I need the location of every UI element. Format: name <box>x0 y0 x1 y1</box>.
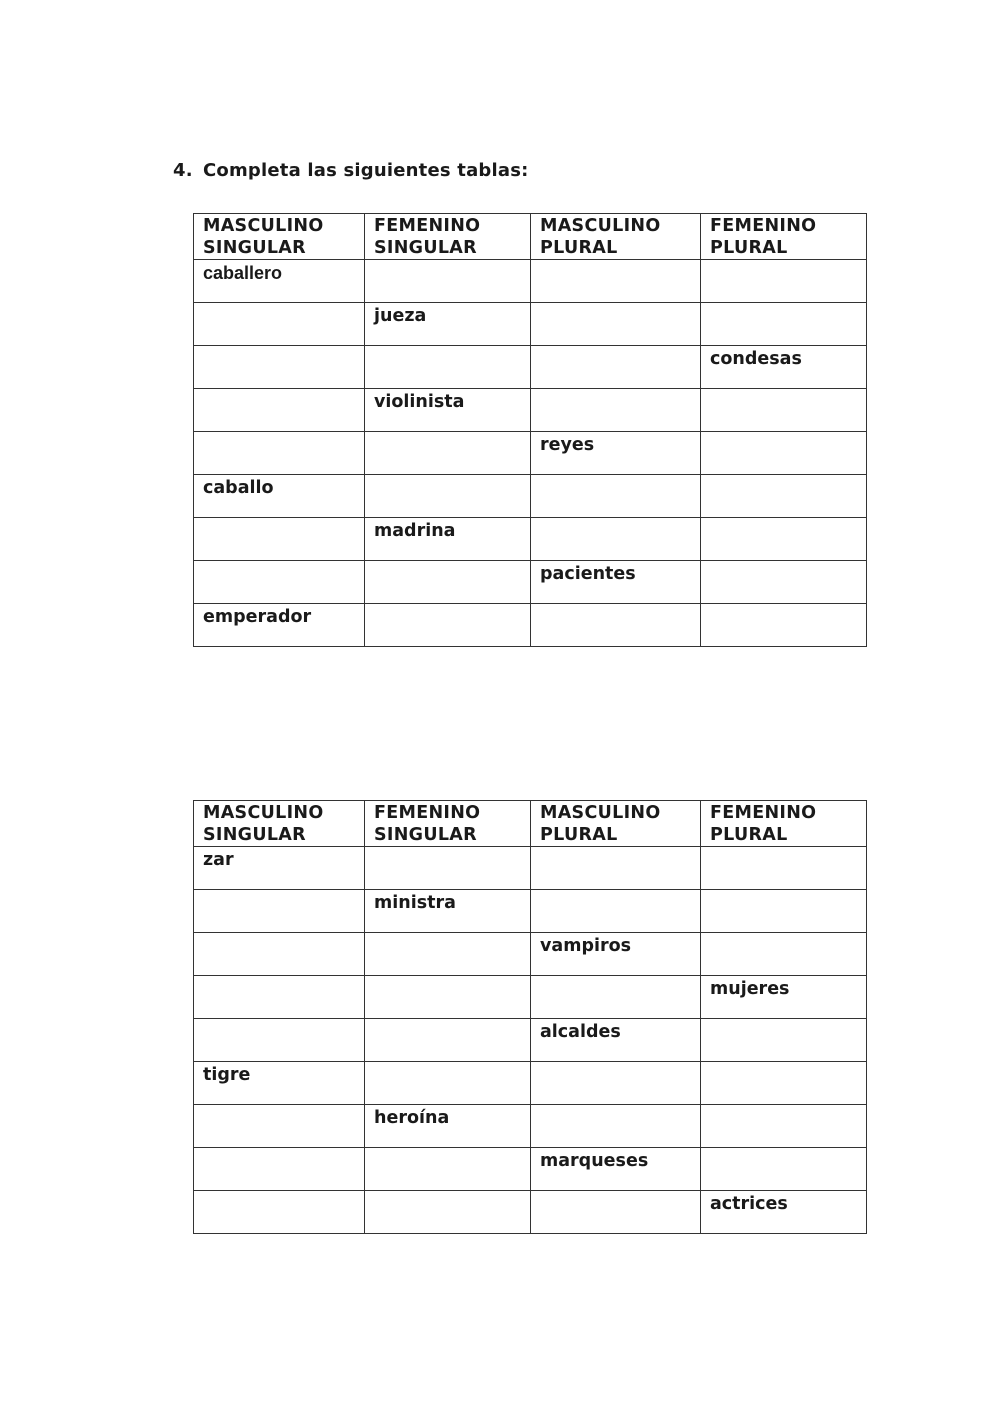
table-cell[interactable] <box>701 303 867 346</box>
table-row <box>194 1019 867 1062</box>
table-cell[interactable] <box>701 561 867 604</box>
table-cell[interactable] <box>365 432 531 475</box>
header-femenino-plural: FEMENINO PLURAL <box>701 214 867 260</box>
table-cell[interactable] <box>701 518 867 561</box>
table-row <box>194 1148 867 1191</box>
table-row <box>194 976 867 1019</box>
table-cell[interactable]: violinista <box>365 389 531 432</box>
table-row <box>194 1062 867 1105</box>
header-femenino-singular: FEMENINO SINGULAR <box>365 801 531 847</box>
table-cell[interactable] <box>365 933 531 976</box>
table-cell[interactable] <box>701 432 867 475</box>
table-row <box>194 389 867 432</box>
table-cell[interactable] <box>531 389 701 432</box>
table-cell[interactable] <box>701 1148 867 1191</box>
gender-number-table-2 <box>193 800 867 1234</box>
table-row <box>194 475 867 518</box>
table-cell[interactable]: condesas <box>701 346 867 389</box>
table-row <box>194 1105 867 1148</box>
table-cell[interactable] <box>531 518 701 561</box>
table-cell[interactable] <box>701 1019 867 1062</box>
table-cell[interactable] <box>365 1191 531 1234</box>
table-cell[interactable]: ministra <box>365 890 531 933</box>
table-cell[interactable] <box>365 260 531 303</box>
table-cell[interactable] <box>365 475 531 518</box>
header-femenino-plural: FEMENINO PLURAL <box>701 801 867 847</box>
instruction-text: Completa las siguientes tablas: <box>203 160 529 181</box>
table-cell[interactable] <box>194 432 365 475</box>
table-cell[interactable] <box>194 518 365 561</box>
table-cell[interactable] <box>194 933 365 976</box>
exercise-number: 4. <box>173 160 193 181</box>
table-cell[interactable] <box>701 604 867 647</box>
table-cell[interactable]: marqueses <box>531 1148 701 1191</box>
table-cell[interactable] <box>194 561 365 604</box>
table-cell[interactable]: pacientes <box>531 561 701 604</box>
table-cell[interactable] <box>531 847 701 890</box>
table-cell[interactable]: emperador <box>194 604 365 647</box>
table-cell[interactable] <box>194 1191 365 1234</box>
table-cell[interactable] <box>531 346 701 389</box>
table-cell[interactable] <box>531 475 701 518</box>
table-cell[interactable] <box>531 604 701 647</box>
table-cell[interactable] <box>701 260 867 303</box>
header-masculino-plural: MASCULINO PLURAL <box>531 801 701 847</box>
header-femenino-singular: FEMENINO SINGULAR <box>365 214 531 260</box>
table-row <box>194 260 867 303</box>
exercise-instruction <box>173 160 529 181</box>
table-row <box>194 933 867 976</box>
table-cell[interactable]: alcaldes <box>531 1019 701 1062</box>
table-row <box>194 604 867 647</box>
header-masculino-singular: MASCULINO SINGULAR <box>194 214 365 260</box>
header-masculino-plural: MASCULINO PLURAL <box>531 214 701 260</box>
table-cell[interactable] <box>194 389 365 432</box>
table-cell[interactable] <box>701 890 867 933</box>
table-cell[interactable] <box>701 933 867 976</box>
table-cell[interactable]: tigre <box>194 1062 365 1105</box>
table-cell[interactable] <box>531 890 701 933</box>
table-cell[interactable] <box>194 303 365 346</box>
table-cell[interactable] <box>194 1019 365 1062</box>
table-cell[interactable]: reyes <box>531 432 701 475</box>
table-header-row <box>194 214 867 260</box>
table-cell[interactable] <box>365 847 531 890</box>
table-cell[interactable] <box>365 346 531 389</box>
table-cell[interactable]: caballero <box>194 260 365 303</box>
table-cell[interactable] <box>531 260 701 303</box>
table-row <box>194 561 867 604</box>
table-row <box>194 518 867 561</box>
table-cell[interactable] <box>194 976 365 1019</box>
gender-number-table-1 <box>193 213 867 647</box>
table-cell[interactable] <box>701 1105 867 1148</box>
table-cell[interactable] <box>531 976 701 1019</box>
table-cell[interactable]: actrices <box>701 1191 867 1234</box>
table-row <box>194 432 867 475</box>
table-cell[interactable] <box>365 1019 531 1062</box>
table-cell[interactable] <box>194 890 365 933</box>
table-cell[interactable]: jueza <box>365 303 531 346</box>
table-cell[interactable] <box>365 604 531 647</box>
table-cell[interactable]: madrina <box>365 518 531 561</box>
table-cell[interactable]: mujeres <box>701 976 867 1019</box>
table-cell[interactable] <box>701 475 867 518</box>
table-cell[interactable] <box>701 1062 867 1105</box>
table-cell[interactable] <box>531 1105 701 1148</box>
table-cell[interactable] <box>531 1191 701 1234</box>
table-row <box>194 346 867 389</box>
table-row <box>194 1191 867 1234</box>
table-cell[interactable] <box>365 1148 531 1191</box>
table-cell[interactable] <box>701 847 867 890</box>
table-cell[interactable] <box>194 1105 365 1148</box>
table-cell[interactable] <box>365 976 531 1019</box>
table-cell[interactable] <box>365 561 531 604</box>
table-cell[interactable] <box>365 1062 531 1105</box>
table-header-row <box>194 801 867 847</box>
table-cell[interactable] <box>194 346 365 389</box>
table-cell[interactable]: caballo <box>194 475 365 518</box>
table-cell[interactable]: zar <box>194 847 365 890</box>
table-cell[interactable] <box>531 303 701 346</box>
table-cell[interactable] <box>531 1062 701 1105</box>
table-row <box>194 847 867 890</box>
table-row <box>194 303 867 346</box>
table-cell[interactable]: heroína <box>365 1105 531 1148</box>
table-cell[interactable]: vampiros <box>531 933 701 976</box>
table-cell[interactable] <box>194 1148 365 1191</box>
table-row <box>194 890 867 933</box>
table-cell[interactable] <box>701 389 867 432</box>
header-masculino-singular: MASCULINO SINGULAR <box>194 801 365 847</box>
